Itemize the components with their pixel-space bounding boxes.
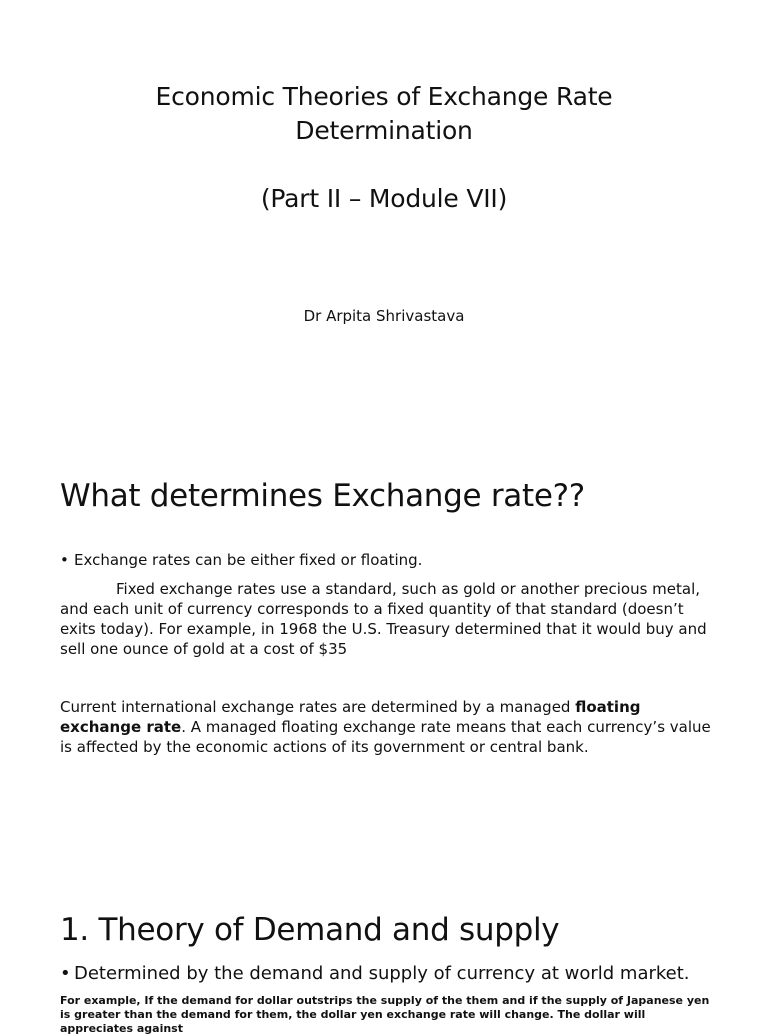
floating-rate-suffix: . A managed floating exchange rate means that each currency’s value is affected by the economic actions of its government or central bank. — [60, 718, 711, 756]
floating-rate-prefix: Current international exchange rates are determined by a managed — [60, 698, 576, 716]
slide-subtitle: (Part II – Module VII) — [260, 184, 508, 213]
example-paragraph: For example, If the demand for dollar outstrips the supply of the them and if the supply of Japanese yen is greater than the demand for them, the dollar yen exchange rate will change. The dollar will appreciates against — [60, 994, 710, 1035]
slide-heading: What determines Exchange rate?? — [60, 478, 585, 514]
fixed-rate-text: Fixed exchange rates use a standard, such as gold or another precious metal, and each unit of currency corresponds to a fixed quantity of that standard (doesn’t exits today). For example, in 1968 the U.S. Treasury determined that it would buy and sell one ounce of gold at a cost of $35 — [60, 580, 707, 658]
floating-rate-paragraph — [60, 697, 720, 757]
slide-title-line1: Economic Theories of Exchange Rate — [155, 82, 613, 111]
slide-title-line2: Determination — [295, 116, 473, 145]
author-name: Dr Arpita Shrivastava — [303, 307, 465, 325]
content-slide-demand-supply — [0, 870, 768, 1035]
title-slide — [0, 0, 768, 440]
bullet-icon: • — [60, 551, 69, 569]
fixed-rate-paragraph — [60, 579, 720, 659]
content-slide-exchange-rate — [0, 440, 768, 870]
bullet-text: Exchange rates can be either fixed or floating. — [74, 551, 423, 569]
bullet-item — [60, 550, 740, 570]
bullet-item — [60, 962, 760, 986]
slide-heading: 1. Theory of Demand and supply — [60, 912, 560, 948]
bullet-text: Determined by the demand and supply of currency at world market. — [74, 963, 690, 984]
bullet-icon: • — [60, 963, 71, 984]
floating-rate-bold: floating exchange rate — [60, 698, 641, 736]
